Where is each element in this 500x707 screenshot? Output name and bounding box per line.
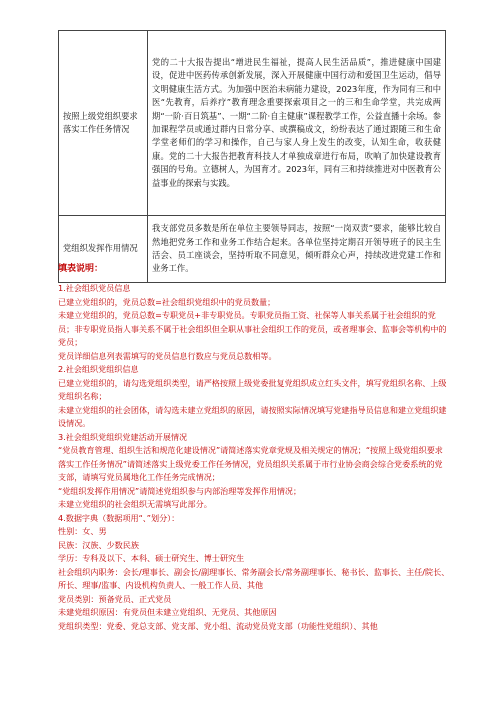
instruction-line: 性别：女、男: [58, 526, 107, 536]
instruction-line: 民族：汉族、少数民族: [58, 539, 139, 550]
instruction-line: 未建立党组织的社会组织无需填写此部分。: [58, 499, 212, 509]
instruction-line: 学历：专科及以下、本科、硕士研究生、博士研究生: [58, 553, 245, 563]
row-content: 党的二十大报告提出“增进民生福祉，提高人民生活品质”，推进健康中国建设，促进中医药传承创新发展，深入开展健康中国行动和爱国卫生运动，倡导文明健康生活方式。为加强中医治未病能力建设，2023年度，作为同有三和中医“先教育，后养疗”教育理念重要探索项目之一的三和生命学堂，共完成两期“一阶·百日筑基”、一期“二阶·自主健康”课程教学工作，公益直播十余场。参加课程学员或通过群内日常分享、或撰稿成文，纷纷表达了通过跟随三和生命学堂老师们的学习和操作，自己与家人身上发生的改变，认知生命，收获健康。党的二十大报告把教育科技人才单独成章进行布局，吹响了加快建设教育强国的号角。立德树人，为国育才。2023年，同有三和持续推进对中医教育公益事业的探索与实践。: [148, 31, 446, 216]
instruction-line: “党组织发挥作用情况”请简述党组织参与内部治理等发挥作用情况；: [58, 485, 302, 496]
fill-instructions: [58, 262, 450, 633]
instruction-line: 3.社会组织党组织党建活动开展情况: [58, 431, 188, 442]
instruction-line: 4.数据字典（数据项用“、”划分）：: [58, 512, 180, 523]
instruction-line: 党员详细信息列表需填写的党员信息行数应与党员总数相等。: [58, 350, 277, 361]
instruction-line: 党员类别：预备党员、正式党员: [58, 593, 172, 604]
instructions-title: 填表说明：: [58, 264, 104, 274]
instruction-line: 未建立党组织的社会团体，请勾选未建立党组织的原因，请按照实际情况填写党建指导员信息和建立党组织建设情况。: [58, 404, 447, 428]
instruction-line: 未建党组织原因：有党员但未建立党组织、无党员、其他原因: [58, 607, 277, 617]
instruction-line: 已建立党组织的，请勾选党组织类型，请严格按照上级党委批复党组织成立红头文件，填写党组织名称、上级党组织名称；: [58, 377, 447, 401]
instruction-line: 社会组织内职务：会长/理事长、副会长/副理事长、常务副会长/常务副理事长、秘书长、监事长、主任/院长、所长、理事/监事、内设机构负责人、一般工作人员、其他: [58, 566, 450, 590]
row-label: 按照上级党组织要求落实工作任务情况: [59, 31, 148, 216]
row-label: 党组织发挥作用情况: [59, 216, 148, 283]
instruction-line: 党组织类型：党委、党总支部、党支部、党小组、流动党员党支部（功能性党组织）、其他: [58, 620, 378, 631]
instruction-line: “党员教育管理、组织生活和规范化建设情况”请简述落实党章党规及相关规定的情况；“按照上级党组织要求落实工作任务情况”请简述落实上级党委工作任务情况，党员组织关系属于市行业协会商会综合党委系统的党支部，请填写党员属地化工作任务完成情况；: [58, 445, 443, 482]
instruction-line: 未建立党组织的，党员总数=专职党员+非专职党员。专职党员指工资、社保等人事关系属于社会组织的党员；非专职党员指人事关系不属于社会组织但全职从事社会组织工作的党员，或者理事会、监事会等机构中的党员；: [58, 310, 447, 347]
instruction-line: 已建立党组织的，党员总数=社会组织党组织中的党员数量；: [58, 296, 276, 307]
row-content: 我支部党员多数是所在单位主要领导同志，按照“一岗双责”要求，能够比较自然地把党务工作和业务工作结合起来。各单位坚持定期召开领导班子的民主生活会、员工座谈会，坚持听取不同意见，倾听群众心声，持续改进党建工作和业务工作。: [148, 216, 446, 283]
instruction-line: 1.社会组织党员信息: [58, 283, 131, 293]
table-row: [59, 31, 446, 216]
party-work-table: [58, 30, 446, 283]
instruction-line: 2.社会组织党组织信息: [58, 364, 139, 374]
